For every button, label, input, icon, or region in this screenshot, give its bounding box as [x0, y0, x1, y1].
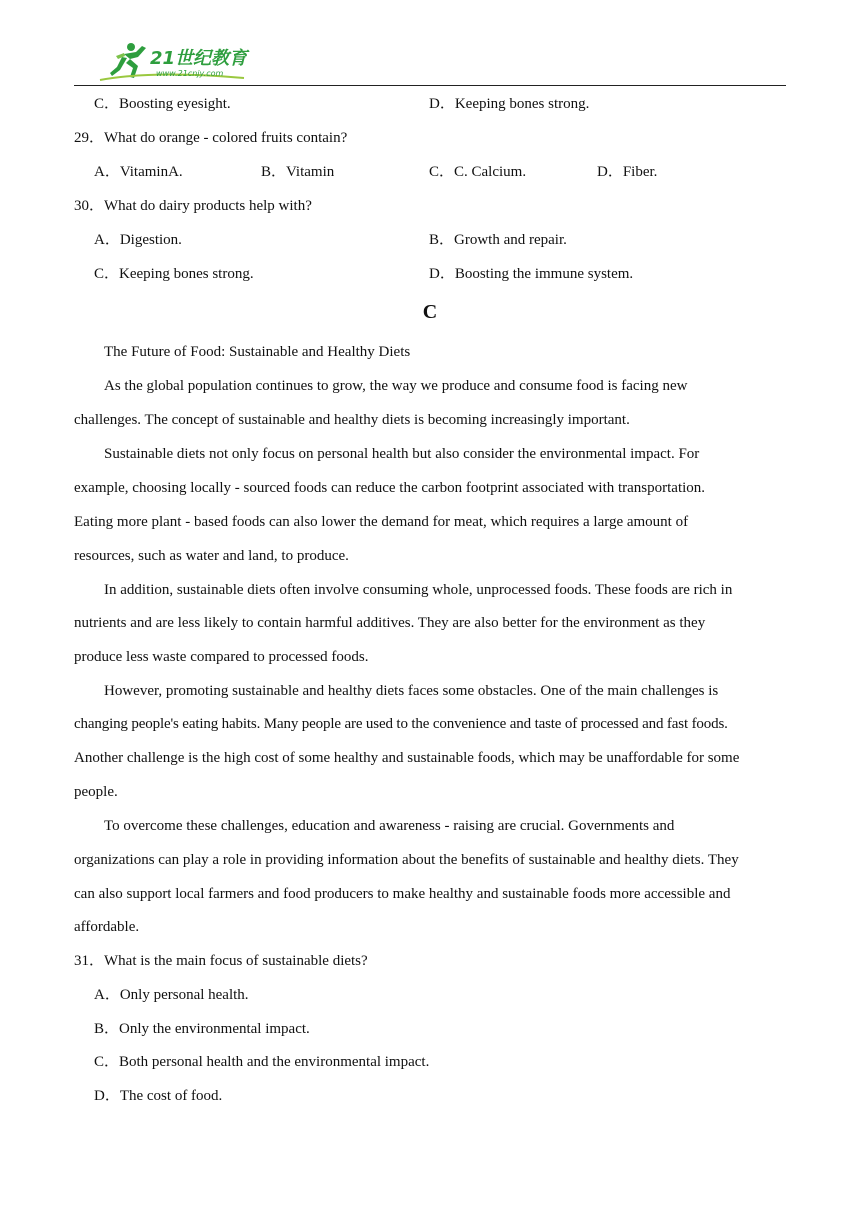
- page-header: [74, 40, 786, 86]
- passage-line: organizations can play a role in providing information about the benefits of sustainable and healthy diets. They: [74, 852, 739, 868]
- q31-stem: 31．What is the main focus of sustainable diets?: [74, 953, 368, 969]
- q31-option-a: A．Only personal health.: [94, 987, 249, 1003]
- q28-option-c: C．Boosting eyesight.: [94, 96, 231, 112]
- q30-option-b: B．Growth and repair.: [429, 232, 567, 248]
- passage-title: The Future of Food: Sustainable and Healthy Diets: [104, 344, 411, 360]
- passage-line: nutrients and are less likely to contain harmful additives. They are also better for the environment as they: [74, 615, 706, 631]
- passage-line: In addition, sustainable diets often involve consuming whole, unprocessed foods. These foods are rich in: [104, 582, 733, 598]
- header-divider: [74, 85, 786, 86]
- passage-line: people.: [74, 784, 118, 800]
- q29-option-c: C．C. Calcium.: [429, 164, 527, 180]
- section-heading: C: [422, 301, 438, 323]
- q31-option-d: D．The cost of food.: [94, 1088, 223, 1104]
- logo-url: www.21cnjy.com: [156, 69, 224, 78]
- passage-line: example, choosing locally - sourced foods can reduce the carbon footprint associated with transportation.: [74, 480, 706, 496]
- passage-line: produce less waste compared to processed foods.: [74, 649, 369, 665]
- passage-line: can also support local farmers and food producers to make healthy and sustainable foods more accessible and: [74, 886, 731, 902]
- passage-line: To overcome these challenges, education and awareness - raising are crucial. Governments and: [104, 818, 675, 834]
- passage-line: affordable.: [74, 919, 140, 935]
- q29-stem: 29．What do orange - colored fruits contain?: [74, 130, 348, 146]
- passage-line: As the global population continues to grow, the way we produce and consume food is facing new: [104, 378, 688, 394]
- q30-option-a: A．Digestion.: [94, 232, 182, 248]
- q29-option-b: B．Vitamin: [261, 164, 335, 180]
- passage-line: Eating more plant - based foods can also lower the demand for meat, which requires a large amount of: [74, 514, 689, 530]
- passage-line: changing people's eating habits. Many people are used to the convenience and taste of processed and fast foods.: [74, 716, 728, 732]
- q30-stem: 30．What do dairy products help with?: [74, 198, 312, 214]
- q28-option-d: D．Keeping bones strong.: [429, 96, 590, 112]
- q31-option-b: B．Only the environmental impact.: [94, 1021, 310, 1037]
- q30-option-c: C．Keeping bones strong.: [94, 266, 254, 282]
- 21cnjy-logo: [94, 40, 264, 84]
- q29-option-d: D．Fiber.: [597, 164, 658, 180]
- passage-line: Another challenge is the high cost of some healthy and sustainable foods, which may be unaffordable for some: [74, 750, 740, 766]
- q29-option-a: A．VitaminA.: [94, 164, 183, 180]
- logo-wordmark: 21世纪教育: [150, 48, 248, 69]
- passage-line: However, promoting sustainable and healthy diets faces some obstacles. One of the main challenges is: [104, 683, 719, 699]
- passage-line: challenges. The concept of sustainable and healthy diets is becoming increasingly important.: [74, 412, 630, 428]
- q31-option-c: C．Both personal health and the environmental impact.: [94, 1054, 430, 1070]
- passage-line: Sustainable diets not only focus on personal health but also consider the environmental impact. For: [104, 446, 700, 462]
- q30-option-d: D．Boosting the immune system.: [429, 266, 634, 282]
- passage-line: resources, such as water and land, to produce.: [74, 548, 349, 564]
